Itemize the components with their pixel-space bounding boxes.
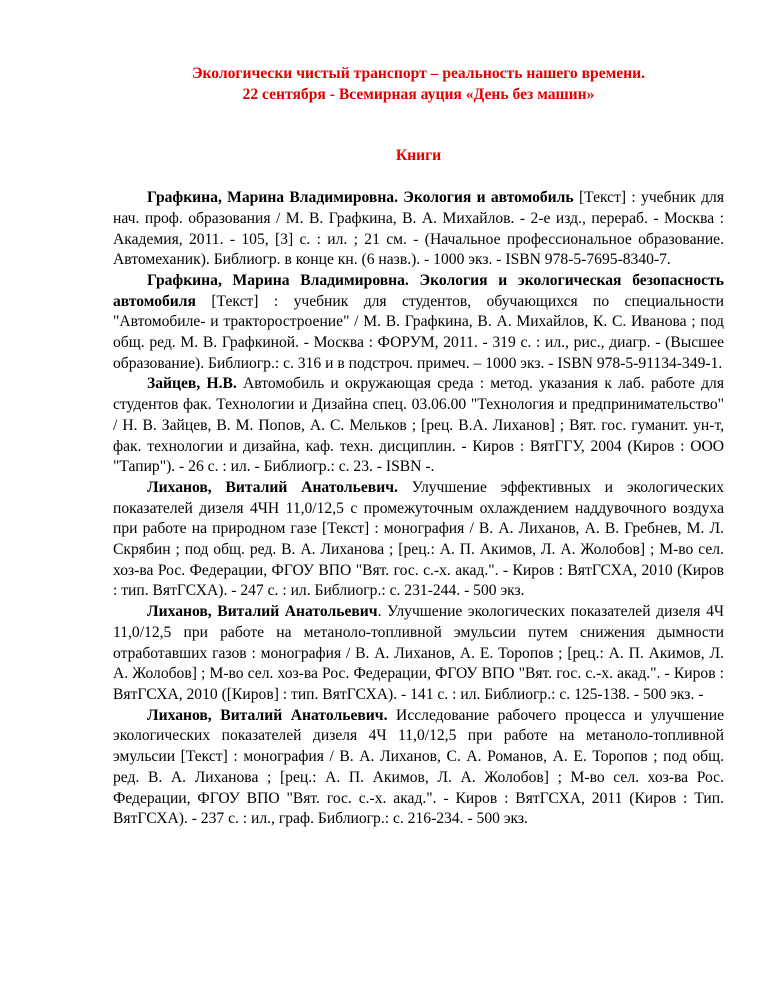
bibliography-entry (113, 706, 724, 830)
bibliography-entry (113, 602, 724, 706)
bibliography-entry (113, 188, 724, 271)
entry-author-title: Лиханов, Виталий Анатольевич. (147, 478, 398, 496)
entry-details: Улучшение эффективных и экологических показателей дизеля 4ЧН 11,0/12,5 с промежуточным охлаждением наддувочного воздуха при работе на природном газе [Текст] : монография / В. А. Лиханов, А. В. Гребнев, М. Л. Скрябин ; под общ. ред. В. А. Лиханова ; [рец.: А. П. Акимов, Л. А. Жолобов] ; М-во сел. хоз-ва Рос. Федерации, ФГОУ ВПО "Вят. гос. с.-х. акад.". - Киров : ВятГСХА, 2010 (Киров : тип. ВятГСХА). - 247 с. : ил. Библиогр.: с. 231-244. - 500 экз. (113, 478, 724, 600)
entry-author-title: Графкина, Марина Владимировна. Экология и экологическая безопасность автомобиля (113, 271, 724, 310)
section-heading-books: Книги (395, 147, 442, 165)
entry-details: [Текст] : учебник для нач. проф. образования / М. В. Графкина, В. А. Михайлов. - 2-е изд., перераб. - Москва : Академия, 2011. - 105, [3] с. : ил. ; 21 см. - (Начальное профессиональное образование. Автомеханик). Библиогр. в конце кн. (6 назв.). - 1000 экз. - ISBN 978-5-7695-8340-7. (113, 189, 724, 269)
entry-author-title: Лиханов, Виталий Анатольевич (147, 603, 378, 621)
entry-author-title: Зайцев, Н.В. (147, 375, 237, 393)
document-page (113, 64, 724, 830)
bibliography-entry (113, 271, 724, 375)
bibliography-entry (113, 374, 724, 478)
document-title-line-1: Экологически чистый транспорт – реальность нашего времени. (191, 65, 646, 82)
entry-author-title: Графкина, Марина Владимировна. Экология и автомобиль (147, 189, 574, 207)
entry-details: [Текст] : учебник для студентов, обучающихся по специальности "Автомобиле- и тракторостроение" / М. В. Графкина, В. А. Михайлов, К. С. Иванова ; под общ. ред. М. В. Графкиной. - Москва : ФОРУМ, 2011. - 319 с. : ил., рис., диагр. - (Высшее образование). Библиогр.: с. 316 и в подстроч. примеч. – 1000 экз. - ISBN 978-5-91134-349-1. (113, 292, 724, 372)
entry-author-title: Лиханов, Виталий Анатольевич. (147, 706, 388, 724)
entry-details: Исследование рабочего процесса и улучшение экологических показателей дизеля 4Ч 11,0/12,5 при работе на метаноло-топливной эмульсии [Текст] : монография / В. А. Лиханов, С. А. Романов, А. Е. Торопов ; под общ. ред. В. А. Лиханова ; [рец.: А. П. Акимов, Л. А. Жолобов] ; М-во сел. хоз-ва Рос. Федерации, ФГОУ ВПО "Вят. гос. с.-х. акад.". - Киров : ВятГСХА, 2011 (Киров : Тип. ВятГСХА). - 237 с. : ил., граф. Библиогр.: с. 216-234. - 500 экз. (113, 706, 724, 828)
entry-details: Автомобиль и окружающая среда : метод. указания к лаб. работе для студентов фак. Технологии и Дизайна спец. 03.06.00 "Технология и предпринимательство" / Н. В. Зайцев, В. М. Попов, А. С. Мельков ; [рец. В.А. Лиханов] ; Вят. гос. гуманит. ун-т, фак. технологии и дизайна, каф. техн. дисциплин. - Киров : ВятГГУ, 2004 (Киров : ООО "Тапир"). - 26 с. : ил. - Библиогр.: с. 23. - ISBN -. (113, 375, 724, 476)
bibliography-entry (113, 478, 724, 602)
document-title-line-2: 22 сентября - Всемирная ауция «День без машин» (242, 85, 595, 103)
entry-details: . Улучшение экологических показателей дизеля 4Ч 11,0/12,5 при работе на метаноло-топливной эмульсии путем снижения дымности отработавших газов : монография / В. А. Лиханов, А. Е. Торопов ; [рец.: А. П. Акимов, Л. А. Жолобов] ; М-во сел. хоз-ва Рос. Федерации, ФГОУ ВПО "Вят. гос. с.-х. акад.". - Киров : ВятГСХА, 2010 ([Киров] : тип. ВятГСХА). - 141 с. : ил. Библиогр.: с. 125-138. - 500 экз. - (113, 603, 724, 703)
